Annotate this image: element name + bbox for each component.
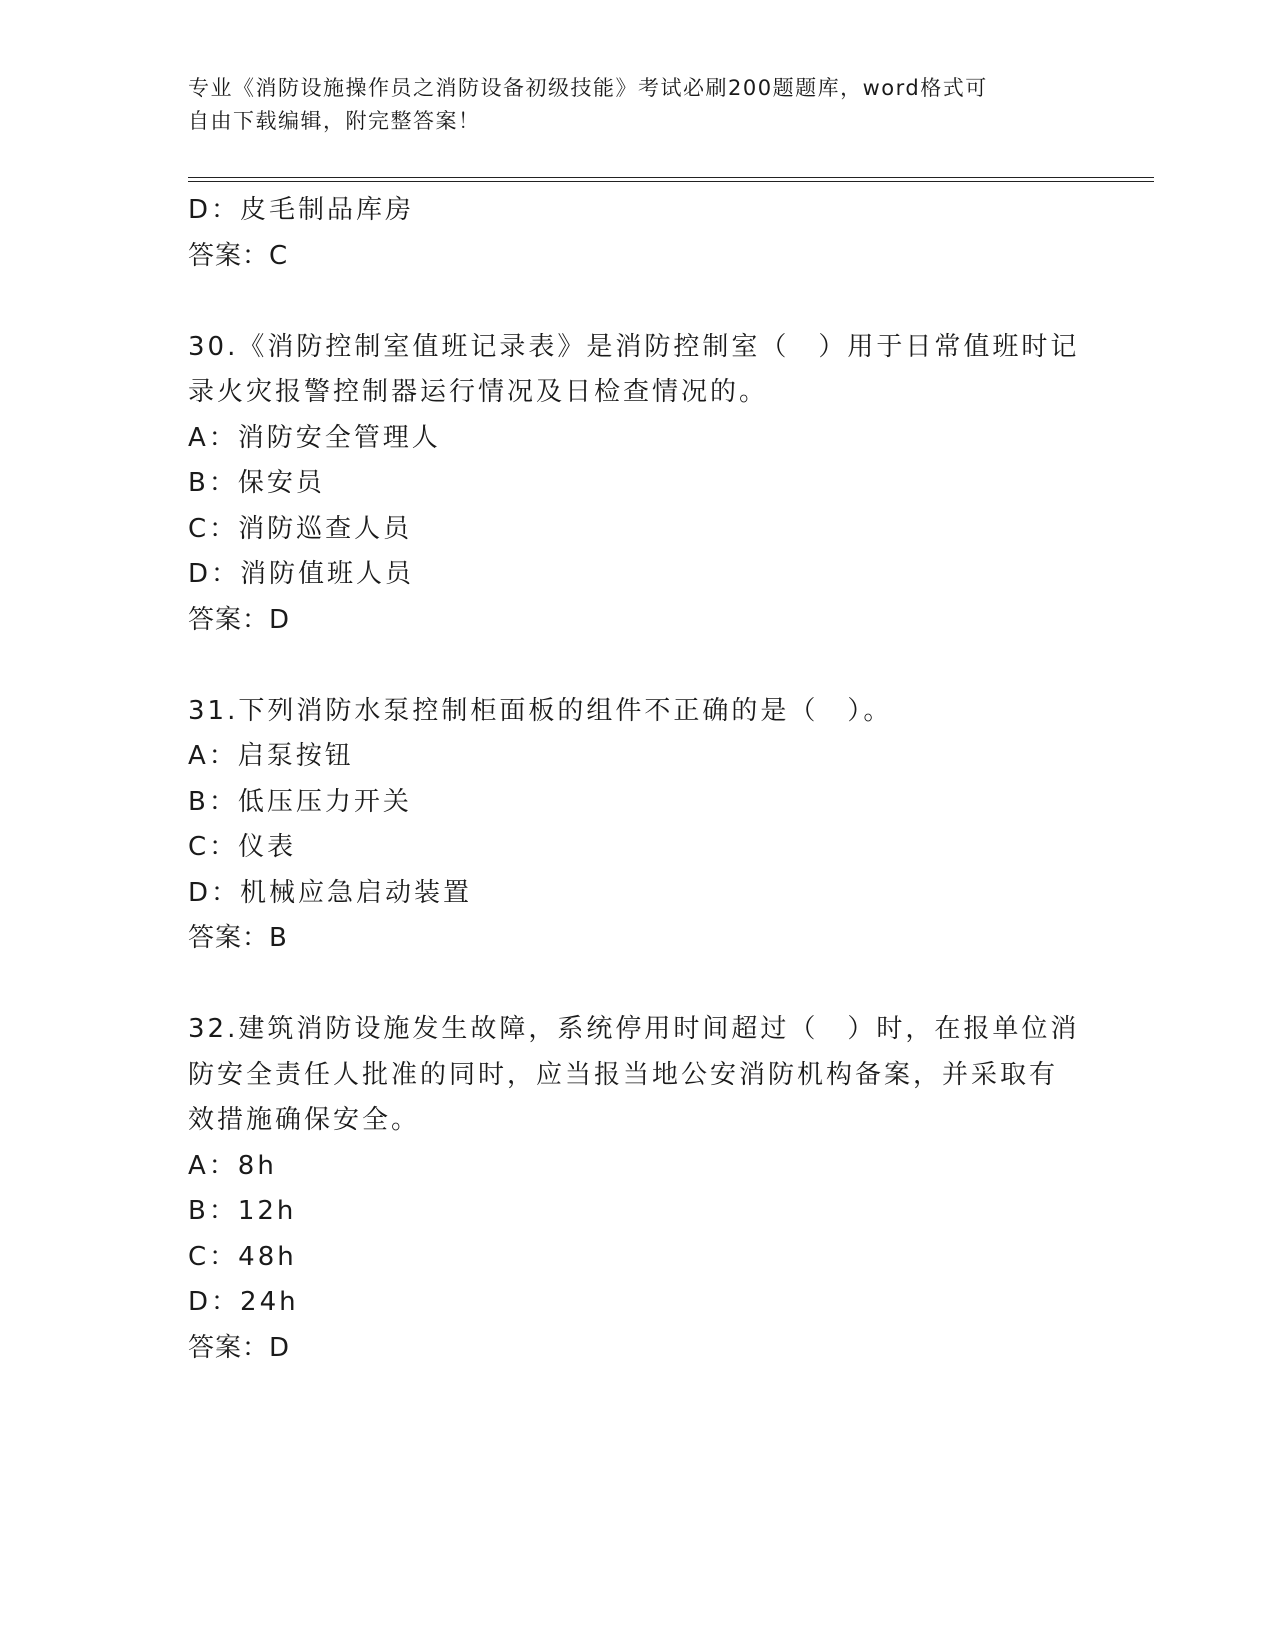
question-30 [188,325,1088,644]
option-d: D：消防值班人员 [188,559,415,589]
option-a: A：消防安全管理人 [188,422,441,453]
option-d: D：24h [188,1287,299,1317]
option-d: D：皮毛制品库房 [188,195,415,225]
question-text-line: 录火灾报警控制器运行情况及日检查情况的。 [188,377,769,407]
header-double-rule [188,177,1154,182]
question-text-line: 效措施确保安全。 [188,1105,421,1135]
option-d: D：机械应急启动装置 [188,877,473,908]
question-text-line: 30.《消防控制室值班记录表》是消防控制室（ ）用于日常值班时记 [188,331,1080,362]
answer: 答案：D [188,604,291,635]
header-line-1: 专业《消防设施操作员之消防设备初级技能》考试必刷200题题库，word格式可 [188,76,988,100]
option-b: B：保安员 [188,468,325,498]
option-a: A：启泵按钮 [188,741,354,771]
page-header [188,72,1068,138]
spacer [188,279,1088,325]
option-b: B：12h [188,1196,297,1226]
question-text-line: 31.下列消防水泵控制柜面板的组件不正确的是（ ）。 [188,695,893,726]
question-text-line: 防安全责任人批准的同时，应当报当地公安消防机构备案，并采取有 [188,1059,1059,1090]
option-c: C：仪表 [188,832,297,862]
spacer [188,643,1088,689]
option-c: C：消防巡查人员 [188,513,413,544]
option-a: A：8h [188,1150,277,1181]
answer: 答案：D [188,1332,291,1363]
question-31 [188,689,1088,962]
question-text-line: 32.建筑消防设施发生故障，系统停用时间超过（ ）时，在报单位消 [188,1014,1080,1044]
header-line-2: 自由下载编辑，附完整答案！ [188,109,481,133]
answer: 答案：C [188,240,289,271]
question-content [188,188,1088,1371]
option-c: C：48h [188,1241,297,1272]
option-b: B：低压压力开关 [188,786,412,817]
spacer [188,962,1088,1008]
answer: 答案：B [188,923,288,953]
question-32 [188,1007,1088,1371]
